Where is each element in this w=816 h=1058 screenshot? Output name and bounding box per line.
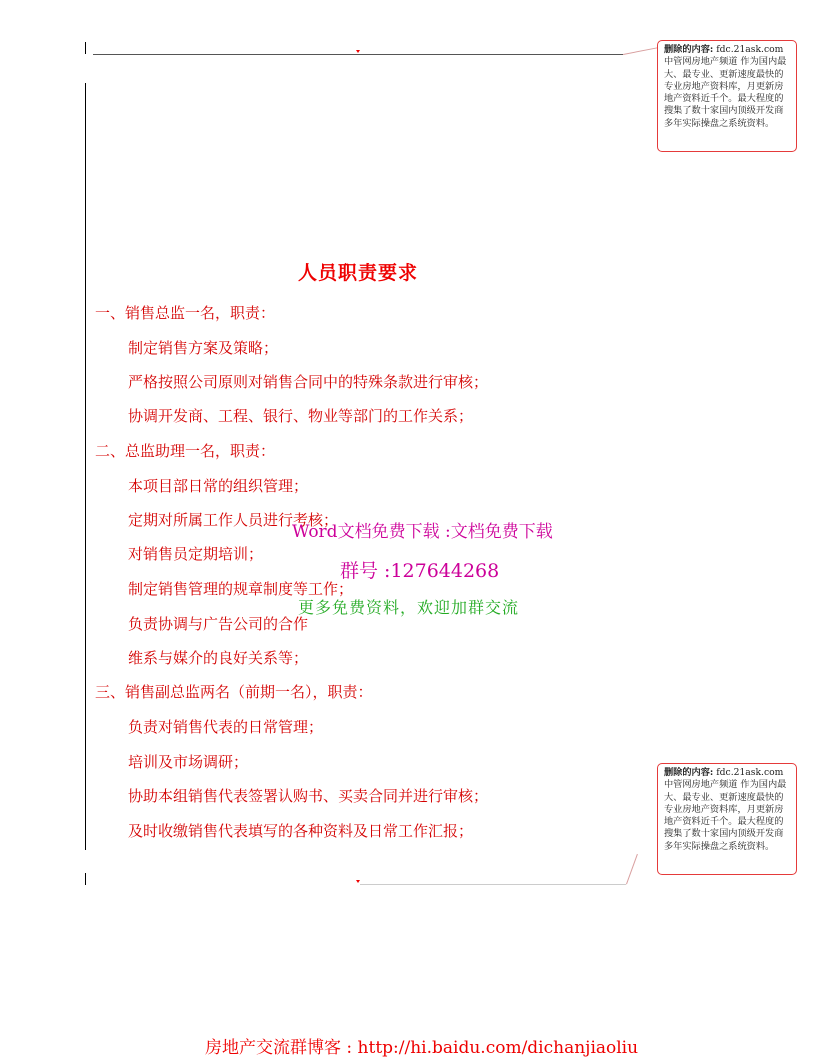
duty-item: 协助本组销售代表签署认购书、买卖合同并进行审核； xyxy=(128,787,489,805)
duty-item: 负责对销售代表的日常管理； xyxy=(128,718,324,736)
insertion-caret-top xyxy=(356,50,360,53)
duty-item: 制定销售方案及策略； xyxy=(128,339,279,357)
margin-mark-bottom xyxy=(85,873,86,885)
deleted-content-comment[interactable] xyxy=(657,763,797,875)
comment-source: fdc.21ask.com xyxy=(713,44,784,55)
duty-item: 对销售员定期培训； xyxy=(128,545,264,563)
comment-label: 删除的内容: xyxy=(664,44,714,55)
watermark-green-text: 更多免费资料，欢迎加群交流 xyxy=(298,598,520,617)
section-heading: 二、总监助理一名，职责： xyxy=(95,442,276,460)
duty-item: 及时收缴销售代表填写的各种资料及日常工作汇报； xyxy=(128,822,474,840)
watermark-group-number: 群号 :127644268 xyxy=(340,560,500,582)
duty-item: 培训及市场调研； xyxy=(128,753,249,771)
margin-mark-top xyxy=(85,42,86,54)
comment-source: fdc.21ask.com xyxy=(713,767,784,778)
footer-rule xyxy=(360,884,626,885)
watermark-download-text: Word文档免费下载 :文档免费下载 xyxy=(292,522,553,542)
change-bar-left xyxy=(85,83,86,850)
section-heading: 三、销售副总监两名（前期一名），职责： xyxy=(95,683,373,701)
duty-item: 本项目部日常的组织管理； xyxy=(128,477,309,495)
comment-connector-top xyxy=(623,47,658,55)
document-title: 人员职责要求 xyxy=(297,262,418,284)
duty-item: 定期对所属工作人员进行考核； xyxy=(128,511,339,529)
header-rule xyxy=(93,54,623,55)
insertion-caret-bottom xyxy=(356,880,360,883)
duty-item: 协调开发商、工程、银行、物业等部门的工作关系； xyxy=(128,407,474,425)
duty-item: 维系与媒介的良好关系等； xyxy=(128,649,309,667)
duty-item: 负责协调与广告公司的合作 xyxy=(128,615,309,633)
comment-body: 中管网房地产频道 作为国内最大、最专业、更新速度最快的专业房地产资料库，月更新房地产资料近千个。最大程度的搜集了数十家国内顶级开发商多年实际操盘之系统资料。 xyxy=(664,779,787,852)
section-heading: 一、销售总监一名，职责： xyxy=(95,304,276,322)
footer-blog-link[interactable]: 房地产交流群博客 : http://hi.baidu.com/dichanjiaoliu xyxy=(205,1038,639,1058)
deleted-content-comment[interactable] xyxy=(657,40,797,152)
comment-label: 删除的内容: xyxy=(664,767,714,778)
duty-item: 严格按照公司原则对销售合同中的特殊条款进行审核； xyxy=(128,373,489,391)
duty-item: 制定销售管理的规章制度等工作； xyxy=(128,580,354,598)
comment-body: 中管网房地产频道 作为国内最大、最专业、更新速度最快的专业房地产资料库，月更新房地产资料近千个。最大程度的搜集了数十家国内顶级开发商多年实际操盘之系统资料。 xyxy=(664,56,787,129)
comment-connector-bottom xyxy=(626,854,638,884)
